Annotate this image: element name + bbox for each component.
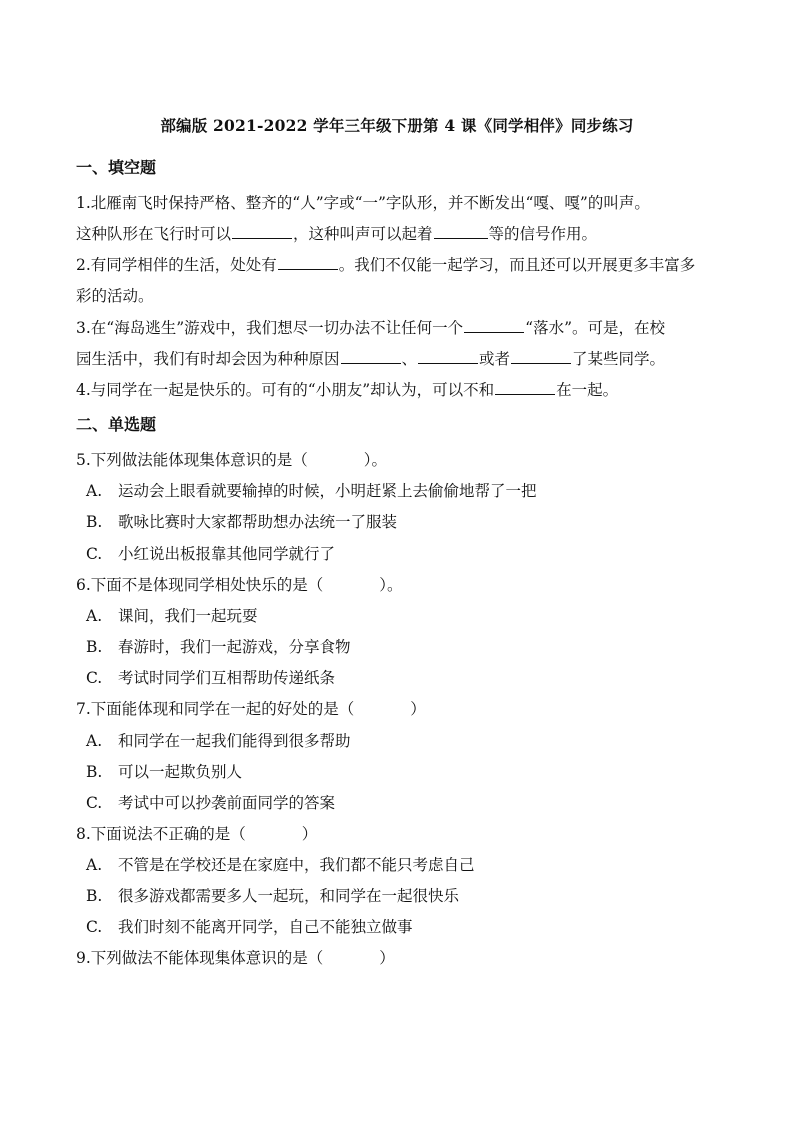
question-2-text-a: 2.有同学相伴的生活，处处有: [76, 256, 277, 274]
option-letter: A.: [86, 856, 103, 874]
question-7-option-a[interactable]: [86, 731, 351, 751]
question-6-stem-end: ）。: [379, 576, 403, 594]
question-5-option-a[interactable]: [86, 481, 537, 501]
question-3-line-2: [76, 349, 736, 369]
section-heading-fill-blank: 一、填空题: [76, 158, 157, 177]
question-7-stem: [76, 699, 736, 719]
option-letter: A.: [86, 732, 103, 750]
answer-blank[interactable]: [511, 349, 571, 364]
question-2-line-1: [76, 255, 736, 275]
option-text: 考试时同学们互相帮助传递纸条: [118, 669, 336, 687]
option-text: 考试中可以抄袭前面同学的答案: [118, 794, 336, 812]
question-8-stem-end: ）: [301, 825, 318, 843]
option-text: 小红说出板报靠其他同学就行了: [118, 545, 336, 563]
option-letter: B.: [86, 763, 103, 781]
question-8-option-b[interactable]: [86, 886, 459, 906]
question-3-text-e: 或者: [479, 350, 511, 368]
question-5-stem-end: ）。: [363, 451, 388, 469]
question-1-text-a: 这种队形在飞行时可以: [76, 225, 232, 243]
question-3-line-1: [76, 318, 736, 338]
answer-blank[interactable]: [495, 380, 555, 395]
question-5-option-c[interactable]: [86, 544, 335, 564]
question-5-option-b[interactable]: [86, 512, 397, 532]
question-8-stem-text: 8.下面说法不正确的是（: [76, 825, 246, 843]
question-8-option-a[interactable]: [86, 855, 475, 875]
section-heading-single-choice: 二、单选题: [76, 415, 157, 434]
question-4-text-b: 在一起。: [556, 381, 619, 399]
question-9-stem-end: ）: [379, 949, 395, 967]
question-1-text-b: ，这种叫声可以起着: [293, 225, 433, 243]
question-3-text-d: 、: [401, 350, 418, 368]
question-7-stem-end: ）: [410, 700, 426, 718]
question-3-text-b: “落水”。可是，在校: [525, 319, 665, 337]
option-text: 和同学在一起我们能得到很多帮助: [118, 732, 351, 750]
option-text: 课间，我们一起玩耍: [118, 607, 258, 625]
answer-blank[interactable]: [341, 349, 401, 364]
question-4-line: [76, 380, 736, 400]
question-6-stem: [76, 575, 736, 595]
answer-blank[interactable]: [464, 318, 524, 333]
option-letter: C.: [86, 669, 103, 687]
option-letter: C.: [86, 918, 103, 936]
question-1-text-c: 等的信号作用。: [488, 225, 598, 243]
question-2-text-b: 。我们不仅能一起学习，而且还可以开展更多丰富多: [338, 256, 696, 274]
answer-blank[interactable]: [232, 224, 292, 239]
option-letter: C.: [86, 794, 103, 812]
option-text: 可以一起欺负别人: [118, 763, 243, 781]
option-text: 歌咏比赛时大家都帮助想办法统一了服装: [118, 513, 398, 531]
question-8-stem: [76, 824, 736, 844]
question-1-line-1: 1.北雁南飞时保持严格、整齐的“人”字或“一”字队形，并不断发出“嘎、嘎”的叫声。: [76, 194, 650, 212]
question-5-stem: [76, 450, 736, 470]
question-3-text-c: 园生活中，我们有时却会因为种种原因: [76, 350, 340, 368]
option-text: 很多游戏都需要多人一起玩，和同学在一起很快乐: [118, 887, 460, 905]
question-6-option-b[interactable]: [86, 637, 351, 657]
option-letter: A.: [86, 482, 103, 500]
question-5-stem-text: 5.下列做法能体现集体意识的是（: [76, 451, 308, 469]
option-letter: B.: [86, 887, 103, 905]
question-7-option-b[interactable]: [86, 762, 242, 782]
option-text: 春游时，我们一起游戏，分享食物: [118, 638, 351, 656]
option-text: 运动会上眼看就要输掉的时候，小明赶紧上去偷偷地帮了一把: [118, 482, 537, 500]
answer-blank[interactable]: [418, 349, 478, 364]
option-text: 不管是在学校还是在家庭中，我们都不能只考虑自己: [118, 856, 475, 874]
question-9-stem-text: 9.下列做法不能体现集体意识的是（: [76, 949, 324, 967]
question-2-line-2: 彩的活动。: [76, 287, 154, 305]
question-4-text-a: 4.与同学在一起是快乐的。可有的“小朋友”却认为，可以不和: [76, 381, 495, 399]
question-3-text-f: 了某些同学。: [572, 350, 666, 368]
answer-blank[interactable]: [434, 224, 488, 239]
question-6-option-c[interactable]: [86, 668, 335, 688]
question-3-text-a: 3.在“海岛逃生”游戏中，我们想尽一切办法不让任何一个: [76, 319, 464, 337]
question-7-stem-text: 7.下面能体现和同学在一起的好处的是（: [76, 700, 355, 718]
question-7-option-c[interactable]: [86, 793, 335, 813]
question-9-stem: [76, 948, 736, 968]
option-letter: A.: [86, 607, 103, 625]
option-letter: B.: [86, 638, 103, 656]
page-title: 部编版 2021-2022 学年三年级下册第 4 课《同学相伴》同步练习: [160, 116, 634, 135]
question-1-line-2: [76, 224, 736, 244]
question-6-stem-text: 6.下面不是体现同学相处快乐的是（: [76, 576, 324, 594]
question-8-option-c[interactable]: [86, 917, 413, 937]
answer-blank[interactable]: [278, 255, 338, 270]
option-letter: B.: [86, 513, 103, 531]
option-letter: C.: [86, 545, 103, 563]
option-text: 我们时刻不能离开同学，自己不能独立做事: [118, 918, 413, 936]
question-6-option-a[interactable]: [86, 606, 258, 626]
